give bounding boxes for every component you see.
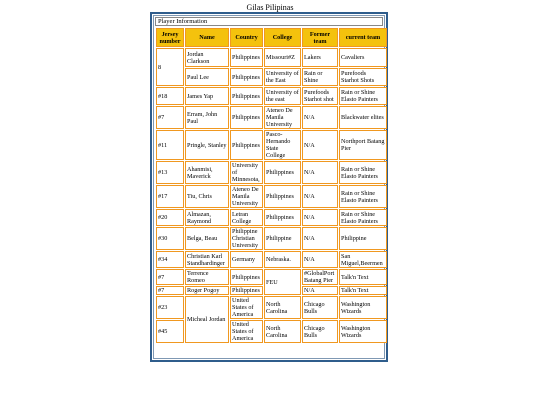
table-row bbox=[156, 106, 387, 129]
cell-name: Paul Lee bbox=[185, 68, 229, 86]
cell-jersey: #17 bbox=[156, 185, 184, 208]
cell-name: Erram, John Paul bbox=[185, 106, 229, 129]
cell-jersey: #13 bbox=[156, 161, 184, 184]
cell-current-team: Blackwater elites bbox=[339, 106, 387, 129]
cell-jersey: #23 bbox=[156, 296, 184, 319]
cell-jersey: #20 bbox=[156, 209, 184, 226]
cell-name: Pringle, Stanley bbox=[185, 130, 229, 160]
cell-college: North Carolina bbox=[264, 320, 301, 343]
cell-former-team: N/A bbox=[302, 209, 338, 226]
cell-former-team: N/A bbox=[302, 251, 338, 268]
cell-name: Terrence Romeo bbox=[185, 269, 229, 285]
player-table-frame bbox=[150, 12, 388, 362]
cell-country: Germany bbox=[230, 251, 263, 268]
cell-former-team: Chicago Bulls bbox=[302, 296, 338, 319]
cell-current-team: Rain or Shine Elasto Painters bbox=[339, 87, 387, 105]
cell-college: Ateneo De Manila University bbox=[264, 106, 301, 129]
cell-current-team: Philippine bbox=[339, 227, 387, 250]
cell-name: Micheal Jordan bbox=[185, 296, 229, 343]
cell-country: Philippines bbox=[230, 68, 263, 86]
cell-college: North Carolina bbox=[264, 296, 301, 319]
cell-college: FEU bbox=[264, 269, 301, 295]
table-row bbox=[156, 269, 387, 285]
cell-college: Nebraska. bbox=[264, 251, 301, 268]
header-former-team: Former team bbox=[302, 28, 338, 47]
cell-country: Philippines bbox=[230, 269, 263, 285]
table-row bbox=[156, 48, 387, 67]
table-row bbox=[156, 209, 387, 226]
cell-former-team: N/A bbox=[302, 130, 338, 160]
cell-college: University of the east bbox=[264, 87, 301, 105]
header-country: Country bbox=[230, 28, 263, 47]
cell-college: Philippines bbox=[264, 209, 301, 226]
cell-former-team: N/A bbox=[302, 106, 338, 129]
cell-former-team: Chicago Bulls bbox=[302, 320, 338, 343]
table-row bbox=[156, 296, 387, 319]
cell-name: Jordan Clarkson bbox=[185, 48, 229, 67]
table-row bbox=[156, 68, 387, 86]
cell-country: Philippines bbox=[230, 286, 263, 295]
table-header-row bbox=[156, 28, 387, 47]
cell-jersey: #7 bbox=[156, 106, 184, 129]
cell-jersey: 8 bbox=[156, 48, 184, 86]
cell-name: Ahanmisi, Maverick bbox=[185, 161, 229, 184]
cell-college: Philippines bbox=[264, 185, 301, 208]
cell-college: University of the East bbox=[264, 68, 301, 86]
cell-current-team: Washington Wizards bbox=[339, 320, 387, 343]
cell-country: Ateneo De Manila University bbox=[230, 185, 263, 208]
cell-jersey: #7 bbox=[156, 269, 184, 285]
cell-current-team: Talk'n Text bbox=[339, 286, 387, 295]
table-row bbox=[156, 185, 387, 208]
cell-current-team: Cavaliers bbox=[339, 48, 387, 67]
table-row bbox=[156, 227, 387, 250]
header-current-team: current team bbox=[339, 28, 387, 47]
table-row bbox=[156, 87, 387, 105]
cell-current-team: Rain or Shine Elasto Painters bbox=[339, 209, 387, 226]
header-jersey: Jersey number bbox=[156, 28, 184, 47]
cell-current-team: Rain or Shine Elasto Painters bbox=[339, 185, 387, 208]
cell-former-team: Purefoods Starhot shot bbox=[302, 87, 338, 105]
cell-jersey: #7 bbox=[156, 286, 184, 295]
table-caption: Player Information bbox=[155, 17, 383, 26]
cell-jersey: #11 bbox=[156, 130, 184, 160]
header-college: College bbox=[264, 28, 301, 47]
cell-name: Belga, Beau bbox=[185, 227, 229, 250]
table-row bbox=[156, 130, 387, 160]
cell-college: Philippines bbox=[264, 161, 301, 184]
cell-country: Philippines bbox=[230, 130, 263, 160]
cell-country: Philippines bbox=[230, 87, 263, 105]
cell-current-team: Rain or Shine Elasto Painters bbox=[339, 161, 387, 184]
cell-country: Letran College bbox=[230, 209, 263, 226]
player-table bbox=[155, 27, 388, 344]
cell-former-team: N/A bbox=[302, 185, 338, 208]
cell-former-team: #GlobalPort Batang Pier bbox=[302, 269, 338, 285]
cell-current-team: San Miguel,Beermen bbox=[339, 251, 387, 268]
cell-current-team: Purefoods Starhot Shots bbox=[339, 68, 387, 86]
cell-country: Philippines bbox=[230, 106, 263, 129]
cell-jersey: #30 bbox=[156, 227, 184, 250]
cell-current-team: Talk'n Text bbox=[339, 269, 387, 285]
cell-jersey: #45 bbox=[156, 320, 184, 343]
cell-name: James Yap bbox=[185, 87, 229, 105]
page-title: Gilas Pilipinas bbox=[246, 3, 294, 12]
cell-name: Almazan, Raymond bbox=[185, 209, 229, 226]
cell-country: Philippines bbox=[230, 48, 263, 67]
cell-name: Christian Karl Standhardinger bbox=[185, 251, 229, 268]
table-row bbox=[156, 161, 387, 184]
cell-jersey: #18 bbox=[156, 87, 184, 105]
cell-former-team: N/A bbox=[302, 286, 338, 295]
table-row bbox=[156, 251, 387, 268]
cell-college: Philippine bbox=[264, 227, 301, 250]
cell-current-team: Washington Wizards bbox=[339, 296, 387, 319]
cell-former-team: Rain or Shine bbox=[302, 68, 338, 86]
cell-college: Missouri#Z bbox=[264, 48, 301, 67]
cell-former-team: N/A bbox=[302, 161, 338, 184]
cell-country: United States of America bbox=[230, 296, 263, 319]
cell-former-team: N/A bbox=[302, 227, 338, 250]
cell-name: Roger Pogoy bbox=[185, 286, 229, 295]
cell-former-team: Lakers bbox=[302, 48, 338, 67]
cell-current-team: Northport Batang Pier bbox=[339, 130, 387, 160]
cell-country: United States of America bbox=[230, 320, 263, 343]
cell-jersey: #34 bbox=[156, 251, 184, 268]
cell-country: University of Minnesota, bbox=[230, 161, 263, 184]
cell-college: Pasco-Hernando State College bbox=[264, 130, 301, 160]
header-name: Name bbox=[185, 28, 229, 47]
cell-name: Tiu, Chris bbox=[185, 185, 229, 208]
cell-country: Philippine Christian University bbox=[230, 227, 263, 250]
